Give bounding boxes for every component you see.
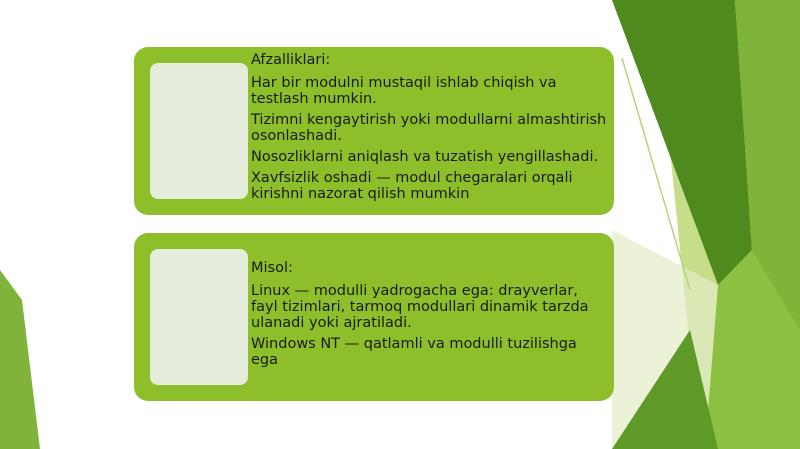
advantages-card bbox=[134, 47, 614, 215]
deco-facet-dark-top bbox=[612, 0, 752, 285]
card-heading: Misol: bbox=[251, 260, 293, 276]
list-item: Windows NT — qatlamli va modulli tuzilishga ega bbox=[251, 336, 577, 368]
deco-facet-bottom-dark bbox=[612, 330, 718, 449]
list-item: Nosozliklarni aniqlash va tuzatish yengillashadi. bbox=[251, 149, 599, 165]
list-item: Linux — modulli yadrogacha ega: drayverlar, fayl tizimlari, tarmoq modullari dinamik tarzda ulanadi yoki ajratiladi. bbox=[251, 283, 589, 331]
deco-facet-pale bbox=[612, 230, 718, 449]
deco-line bbox=[622, 58, 690, 290]
deco-facet-mid-right bbox=[720, 0, 800, 449]
card-heading: Afzalliklari: bbox=[251, 52, 331, 68]
deco-facet-light-right bbox=[655, 0, 800, 449]
example-text bbox=[251, 260, 608, 373]
image-placeholder bbox=[150, 249, 248, 385]
list-item: Tizimni kengaytirish yoki modullarni almashtirish osonlashadi. bbox=[251, 112, 607, 144]
image-placeholder bbox=[150, 63, 248, 199]
deco-facet-mid-lower bbox=[705, 250, 800, 449]
deco-facet-left bbox=[0, 270, 40, 449]
list-item: Har bir modulni mustaqil ishlab chiqish va testlash mumkin. bbox=[251, 75, 557, 107]
example-card bbox=[134, 233, 614, 401]
list-item: Xavfsizlik oshadi — modul chegaralari orqali kirishni nazorat qilish mumkin bbox=[251, 170, 573, 202]
advantages-text bbox=[251, 52, 608, 207]
